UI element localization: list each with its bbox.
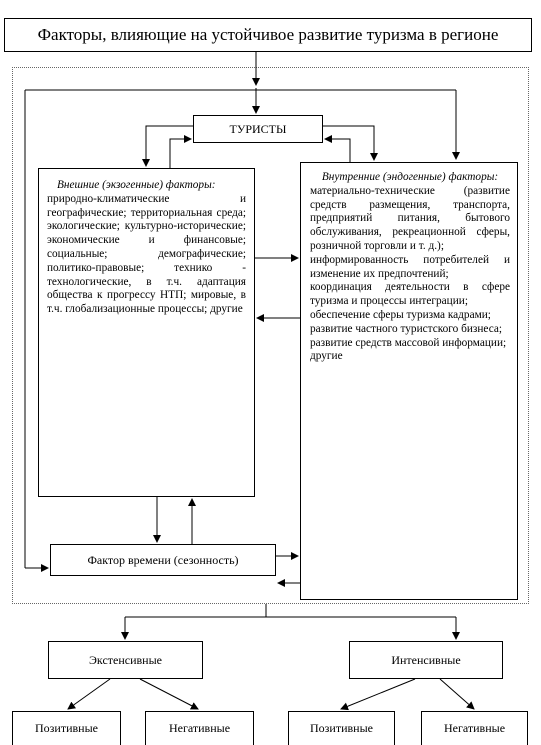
arrow-extensive-negative <box>140 679 198 709</box>
intensive-box: Интенсивные <box>349 641 503 679</box>
int-positive-box: Позитивные <box>288 711 395 745</box>
internal-factor-item: обеспечение сферы туризма кадрами; <box>310 308 491 321</box>
int-negative-box: Негативные <box>421 711 528 745</box>
time-factor-box: Фактор времени (сезонность) <box>50 544 276 576</box>
internal-factor-item: развитие средств массовой информации; <box>310 336 507 349</box>
external-factors-text: природно-климатические и географические; территориальная среда; экологические; культурно-исторические; экономические и финансовые; социальные; демографические; политико-правовые; технико - технологические, в т.ч. адаптация общества к прогрессу НТП; мировые, в т.ч. глобализационные процессы; другие <box>47 192 246 316</box>
arrow-tourists-to-internal <box>323 126 374 160</box>
ext-negative-box: Негативные <box>145 711 254 745</box>
external-factors-heading: Внешние (экзогенные) факторы: <box>57 179 216 191</box>
arrow-internal-to-tourists <box>325 139 350 162</box>
diagram-title: Факторы, влияющие на устойчивое развитие туризма в регионе <box>4 18 532 52</box>
internal-factor-item: другие <box>310 350 343 363</box>
tourists-box: ТУРИСТЫ <box>193 115 323 143</box>
internal-factors-heading: Внутренние (эндогенные) факторы: <box>321 171 499 183</box>
ext-positive-box: Позитивные <box>12 711 121 745</box>
arrow-external-to-tourists <box>170 139 191 168</box>
arrow-extensive-positive <box>68 679 110 709</box>
arrow-intensive-negative <box>440 679 474 709</box>
internal-factor-item: развитие частного туристского бизнеса; <box>310 322 503 335</box>
arrow-intensive-positive <box>341 679 415 709</box>
internal-factor-item: координация деятельности в сфере туризма и процессы интеграции; <box>310 281 510 308</box>
internal-factor-item: информированность потребителей и изменение их предпочтений; <box>310 253 510 280</box>
extensive-box: Экстенсивные <box>48 641 203 679</box>
internal-factor-item: материально-технические (развитие средств размещения, транспорта, предприятий питания, бытового обслуживания, рекреационной сферы, розничной торговли и т. д.); <box>310 184 510 252</box>
